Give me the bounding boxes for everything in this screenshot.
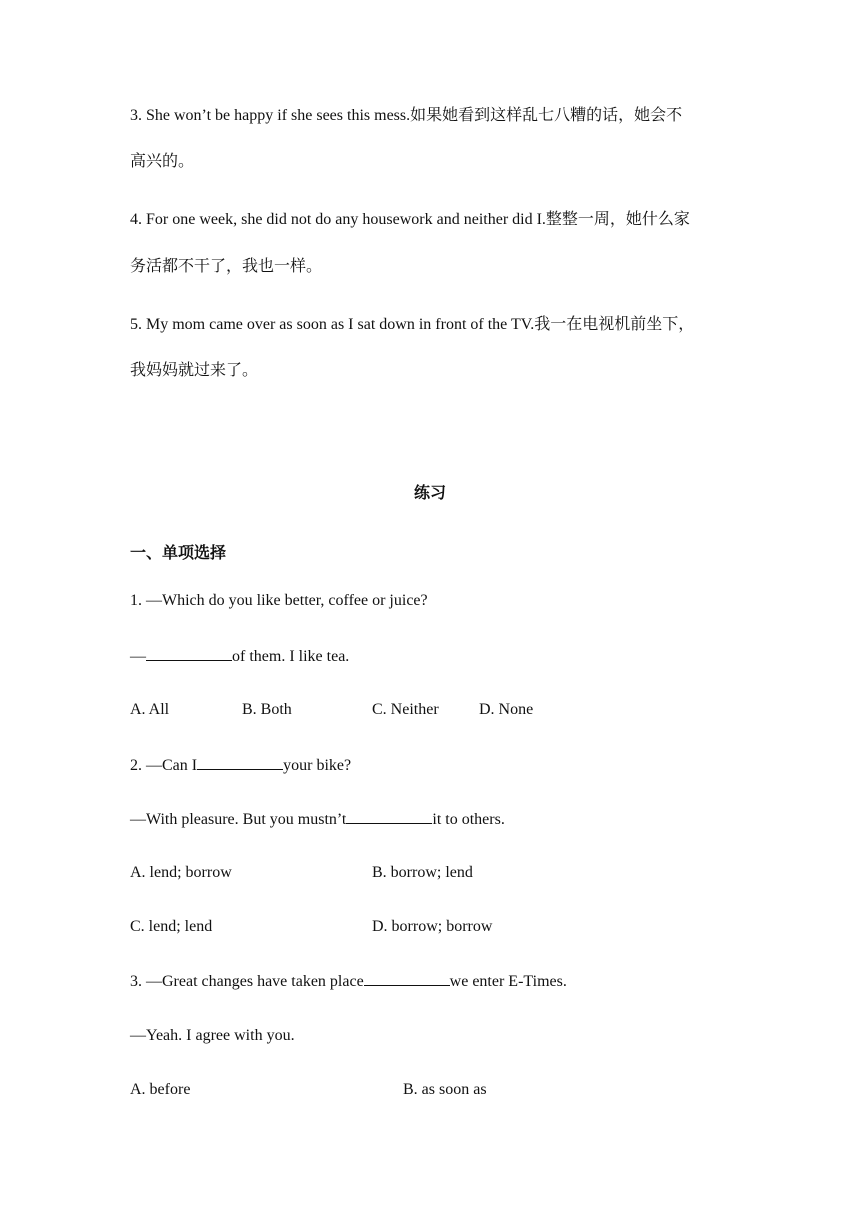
question-1-reply <box>130 646 349 667</box>
practice-title: 练习 <box>413 485 446 502</box>
question-3-stem <box>130 971 567 992</box>
sentence-5-line-1: 5. My mom came over as soon as I sat down in front of the TV.我一在电视机前坐下， <box>130 316 695 333</box>
question-2-stem <box>130 755 351 776</box>
sentence-4-line-1: 4. For one week, she did not do any housework and neither did I.整整一周，她什么家 <box>130 211 690 228</box>
question-3-option-a: A. before <box>130 1081 191 1098</box>
sentence-3-line-2: 高兴的。 <box>130 153 195 170</box>
answer-blank <box>346 809 432 824</box>
sentence-5-line-2: 我妈妈就过来了。 <box>130 362 259 379</box>
question-1-stem: 1. —Which do you like better, coffee or juice? <box>130 592 428 609</box>
question-1-reply-prefix: — <box>130 648 146 665</box>
section-heading: 一、单项选择 <box>130 545 227 562</box>
sentence-3-line-1: 3. She won’t be happy if she sees this mess.如果她看到这样乱七八糟的话，她会不 <box>130 107 683 124</box>
question-2-option-b: B. borrow; lend <box>372 864 473 881</box>
question-3-stem-suffix: we enter E-Times. <box>449 973 567 990</box>
question-2-stem-prefix: 2. —Can I <box>130 757 198 774</box>
question-2-option-a: A. lend; borrow <box>130 864 232 881</box>
question-2-stem-suffix: your bike? <box>283 757 352 774</box>
question-3-stem-prefix: 3. —Great changes have taken place <box>130 973 364 990</box>
question-2-reply <box>130 809 505 830</box>
answer-blank <box>364 971 450 986</box>
question-3-option-b: B. as soon as <box>403 1081 487 1098</box>
question-1-option-a: A. All <box>130 701 170 718</box>
question-1-option-b: B. Both <box>242 701 292 718</box>
question-2-option-c: C. lend; lend <box>130 918 213 935</box>
sentence-4-line-2: 务活都不干了，我也一样。 <box>130 258 323 275</box>
answer-blank <box>146 646 232 661</box>
question-1-option-d: D. None <box>479 701 534 718</box>
question-1-reply-suffix: of them. I like tea. <box>232 648 350 665</box>
question-2-option-d: D. borrow; borrow <box>372 918 493 935</box>
question-2-reply-prefix: —With pleasure. But you mustn’t <box>130 811 347 828</box>
answer-blank <box>197 755 283 770</box>
question-2-reply-suffix: it to others. <box>432 811 505 828</box>
question-3-reply: —Yeah. I agree with you. <box>130 1027 295 1044</box>
question-1-option-c: C. Neither <box>372 701 439 718</box>
